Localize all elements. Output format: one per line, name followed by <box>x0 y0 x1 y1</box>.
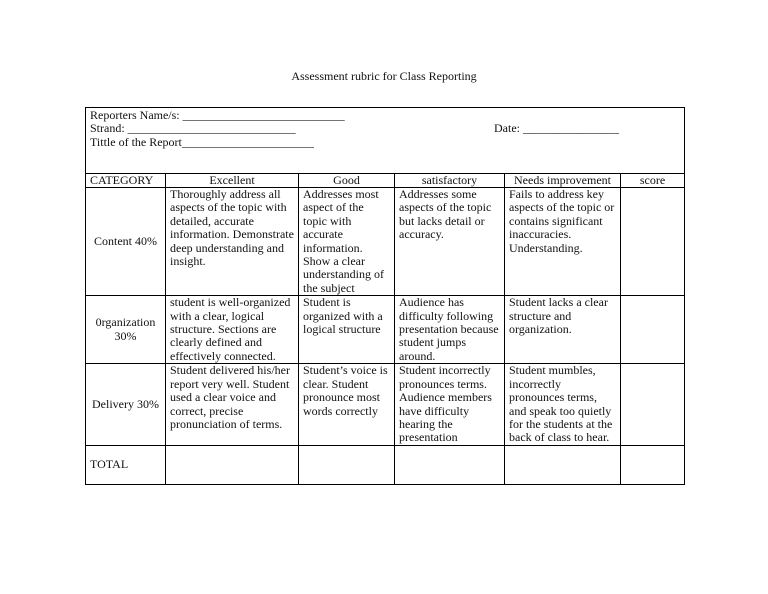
strand-line[interactable]: Strand: ____________________________ <box>90 121 296 136</box>
column-header-good: Good <box>299 174 395 188</box>
rubric-info-row <box>86 108 685 174</box>
table-row <box>86 296 685 364</box>
total-cell <box>166 445 299 484</box>
total-label: TOTAL <box>86 445 166 484</box>
total-row <box>86 445 685 484</box>
good-cell: Student is organized with a logical structure <box>299 296 395 364</box>
score-cell[interactable] <box>621 364 685 445</box>
satisfactory-cell: Audience has difficulty following presentation because student jumps around. <box>395 296 505 364</box>
excellent-cell: Thoroughly address all aspects of the topic with detailed, accurate information. Demonstrate deep understanding and insight. <box>166 188 299 296</box>
category-cell: 0rganization 30% <box>86 296 166 364</box>
column-header-category: CATEGORY <box>86 174 166 188</box>
score-cell[interactable] <box>621 296 685 364</box>
rubric-info-cell <box>86 108 685 174</box>
category-cell: Content 40% <box>86 188 166 296</box>
reporters-name-line[interactable]: Reporters Name/s: ___________________________ <box>90 108 345 122</box>
date-line[interactable]: Date: ________________ <box>494 121 619 136</box>
rubric-table <box>85 107 685 485</box>
satisfactory-cell: Student incorrectly pronounces terms. Audience members have difficulty hearing the presentation <box>395 364 505 445</box>
good-cell: Addresses most aspect of the topic with accurate information. Show a clear understanding of the subject <box>299 188 395 296</box>
category-cell: Delivery 30% <box>86 364 166 445</box>
total-cell <box>299 445 395 484</box>
total-cell <box>505 445 621 484</box>
excellent-cell: Student delivered his/her report very well. Student used a clear voice and correct, precise pronunciation of terms. <box>166 364 299 445</box>
needs-improvement-cell: Student mumbles, incorrectly pronounces terms, and speak too quietly for the students at the back of class to hear. <box>505 364 621 445</box>
total-cell <box>395 445 505 484</box>
column-header-score: score <box>621 174 685 188</box>
table-row <box>86 188 685 296</box>
column-header-excellent: Excellent <box>166 174 299 188</box>
satisfactory-cell: Addresses some aspects of the topic but lacks detail or accuracy. <box>395 188 505 296</box>
total-score-cell[interactable] <box>621 445 685 484</box>
excellent-cell: student is well-organized with a clear, logical structure. Sections are clearly defined and effectively connected. <box>166 296 299 364</box>
column-header-row <box>86 174 685 188</box>
score-cell[interactable] <box>621 188 685 296</box>
needs-improvement-cell: Student lacks a clear structure and organization. <box>505 296 621 364</box>
column-header-satisfactory: satisfactory <box>395 174 505 188</box>
good-cell: Student’s voice is clear. Student pronounce most words correctly <box>299 364 395 445</box>
column-header-needs-improvement: Needs improvement <box>505 174 621 188</box>
document-title: Assessment rubric for Class Reporting <box>291 69 477 83</box>
report-title-line[interactable]: Tittle of the Report______________________ <box>90 134 314 149</box>
table-row <box>86 364 685 445</box>
needs-improvement-cell: Fails to address key aspects of the topic or contains significant inaccuracies. Understanding. <box>505 188 621 296</box>
